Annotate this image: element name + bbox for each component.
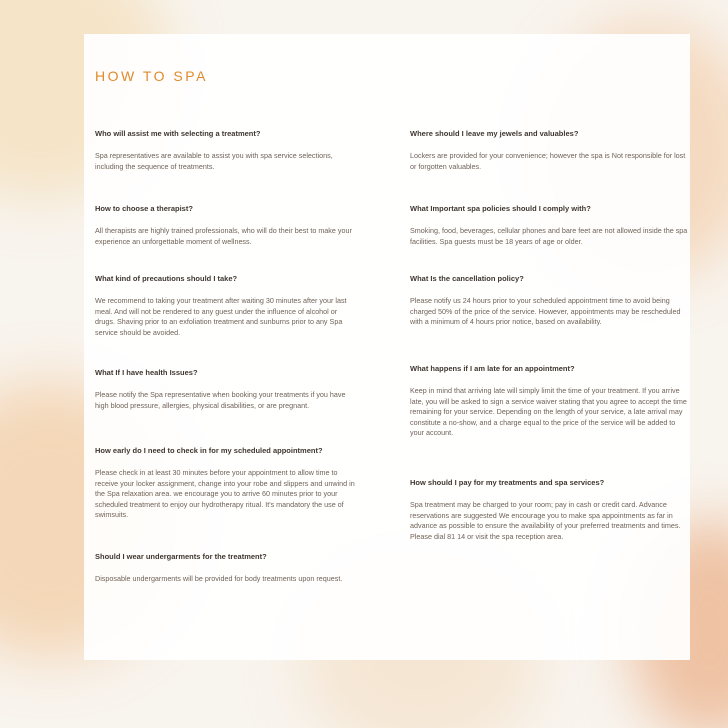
faq-question: How to choose a therapist? [95, 204, 193, 213]
faq-question: How early do I need to check in for my scheduled appointment? [95, 446, 323, 455]
faq-item [95, 552, 355, 585]
faq-answer: Lockers are provided for your convenience; however the spa is Not responsible for lost or forgotten valuables. [410, 151, 686, 171]
faq-answer: Please check in at least 30 minutes before your appointment to allow time to receive your locker assignment, change into your robe and slippers and unwind in the Spa relaxation area. we encourage you to arrive 60 minutes prior to your scheduled treatment to enjoy our hydrotherapy ritual. It's mandatory the use of swimsuits. [95, 468, 355, 519]
faq-item [95, 204, 355, 247]
faq-answer: Spa representatives are available to assist you with spa service selections, including the sequence of treatments. [95, 151, 333, 171]
faq-question: Where should I leave my jewels and valuables? [410, 129, 579, 138]
faq-question: What happens if I am late for an appointment? [410, 364, 575, 373]
faq-question: What If I have health Issues? [95, 368, 198, 377]
faq-answer: All therapists are highly trained professionals, who will do their best to make your experience an unforgettable moment of wellness. [95, 226, 352, 246]
faq-question: What kind of precautions should I take? [95, 274, 238, 283]
faq-question: What Is the cancellation policy? [410, 274, 524, 283]
faq-question: How should I pay for my treatments and spa services? [410, 478, 605, 487]
faq-item [410, 204, 688, 247]
faq-item [410, 364, 688, 439]
faq-question: Who will assist me with selecting a treatment? [95, 129, 261, 138]
faq-item [95, 274, 355, 338]
page-title: HOW TO SPA [95, 68, 208, 84]
faq-answer: Disposable undergarments will be provided for body treatments upon request. [95, 574, 343, 583]
faq-item [95, 368, 355, 411]
faq-item [95, 446, 355, 521]
faq-answer: Keep in mind that arriving late will simply limit the time of your treatment. If you arrive late, you will be asked to sign a service waiver stating that you agree to accept the time remaining for your service. Depending on the length of your service, a late arrival may constitute a no-show, and a charge equal to the price of the service will be added to your account. [410, 386, 687, 437]
faq-item [410, 274, 688, 328]
faq-answer: We recommend to taking your treatment after waiting 30 minutes after your last meal. And will not be rendered to any guest under the influence of alcohol or drugs. Shaving prior to an exfoliation treatment and sunburns prior to any Spa service should be avoided. [95, 296, 347, 337]
faq-answer: Spa treatment may be charged to your room; pay in cash or credit card. Advance reservations are suggested We encourage you to make spa appointments as far in advance as possible to ensure the availability of your preferred treatments and times. Please dial 81 14 or visit the spa reception area. [410, 500, 681, 541]
faq-item [95, 129, 355, 172]
faq-item [410, 129, 688, 172]
faq-question: Should I wear undergarments for the treatment? [95, 552, 267, 561]
faq-answer: Please notify us 24 hours prior to your scheduled appointment time to avoid being charged 50% of the price of the service. However, appointments may be rescheduled with a minimum of 4 hours prior notice, based on availability. [410, 296, 681, 326]
faq-question: What Important spa policies should I comply with? [410, 204, 591, 213]
faq-answer: Smoking, food, beverages, cellular phones and bare feet are not allowed inside the spa facilities. Spa guests must be 18 years of age or older. [410, 226, 688, 246]
faq-answer: Please notify the Spa representative when booking your treatments if you have high blood pressure, allergies, physical disabilities, or are pregnant. [95, 390, 346, 410]
faq-item [410, 478, 688, 542]
